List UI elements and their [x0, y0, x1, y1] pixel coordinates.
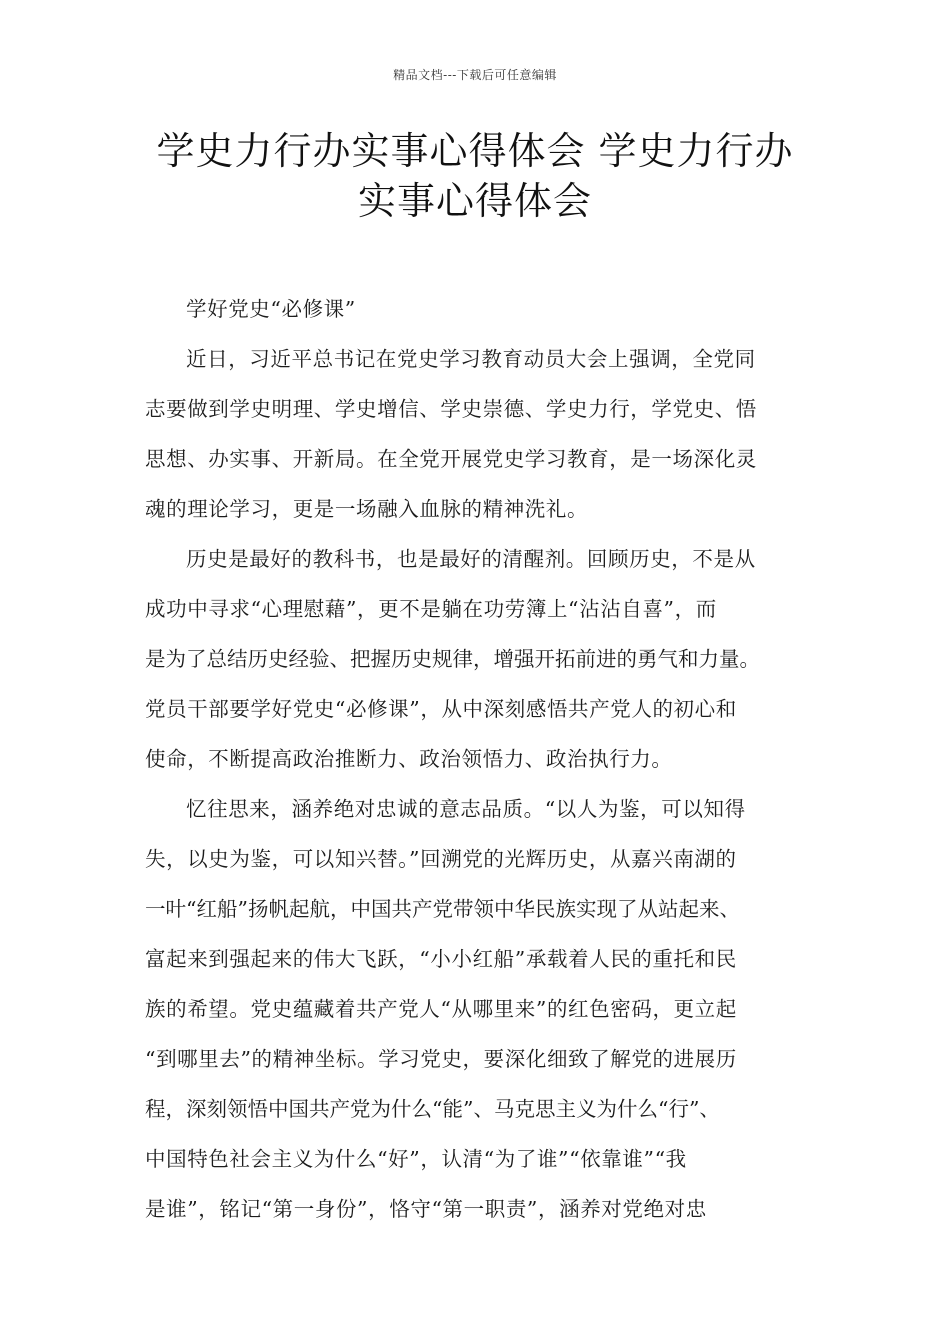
paragraph-line: 思想、办实事、开新局。在全党开展党史学习教育，是一场深化灵	[145, 447, 757, 471]
title-line-2: 实事心得体会	[357, 179, 592, 223]
document-body	[145, 284, 825, 1234]
paragraph-line: 是为了总结历史经验、把握历史规律，增强开拓前进的勇气和力量。	[145, 647, 760, 671]
paragraph-line: 富起来到强起来的伟大飞跃，“小小红船”承载着人民的重托和民	[145, 947, 737, 971]
paragraph-line: 失，以史为鉴，可以知兴替。”回溯党的光辉历史，从嘉兴南湖的	[145, 847, 737, 871]
section-heading	[145, 284, 825, 334]
paragraph	[145, 334, 825, 534]
header-note: 精品文档---下载后可任意编辑	[393, 68, 557, 82]
paragraph-line: 族的希望。党史蕴藏着共产党人“从哪里来”的红色密码，更立起	[145, 997, 737, 1021]
paragraph-line: 忆往思来，涵养绝对忠诚的意志品质。“以人为鉴，可以知得	[186, 797, 746, 821]
paragraph	[145, 534, 825, 784]
paragraph-line: 是谁”，铭记“第一身份”，恪守“第一职责”，涵养对党绝对忠	[145, 1197, 707, 1221]
paragraph-line: 学好党史“必修课”	[186, 297, 356, 321]
paragraph-line: 成功中寻求“心理慰藉”，更不是躺在功劳簿上“沾沾自喜”，而	[145, 597, 717, 621]
paragraph-line: 程，深刻领悟中国共产党为什么“能”、马克思主义为什么“行”、	[145, 1097, 720, 1121]
paragraph	[145, 784, 825, 1234]
paragraph-line: 历史是最好的教科书，也是最好的清醒剂。回顾历史，不是从	[186, 547, 756, 571]
title-line-1: 学史力行办实事心得体会 学史力行办	[156, 129, 794, 173]
paragraph-line: 魂的理论学习，更是一场融入血脉的精神洗礼。	[145, 497, 589, 521]
paragraph-line: 近日，习近平总书记在党史学习教育动员大会上强调，全党同	[186, 347, 756, 371]
paragraph-line: 使命，不断提高政治推断力、政治领悟力、政治执行力。	[145, 747, 673, 771]
paragraph-line: 中国特色社会主义为什么“好”，认清“为了谁”“依靠谁”“我	[145, 1147, 687, 1171]
paragraph-line: 党员干部要学好党史“必修课”，从中深刻感悟共产党人的初心和	[145, 697, 737, 721]
paragraph-line: “到哪里去”的精神坐标。学习党史，要深化细致了解党的进展历	[145, 1047, 737, 1071]
paragraph-line: 一叶“红船”扬帆起航，中国共产党带领中华民族实现了从站起来、	[145, 897, 740, 921]
paragraph-line: 志要做到学史明理、学史增信、学史崇德、学史力行，学党史、悟	[145, 397, 757, 421]
document-title	[120, 126, 830, 226]
